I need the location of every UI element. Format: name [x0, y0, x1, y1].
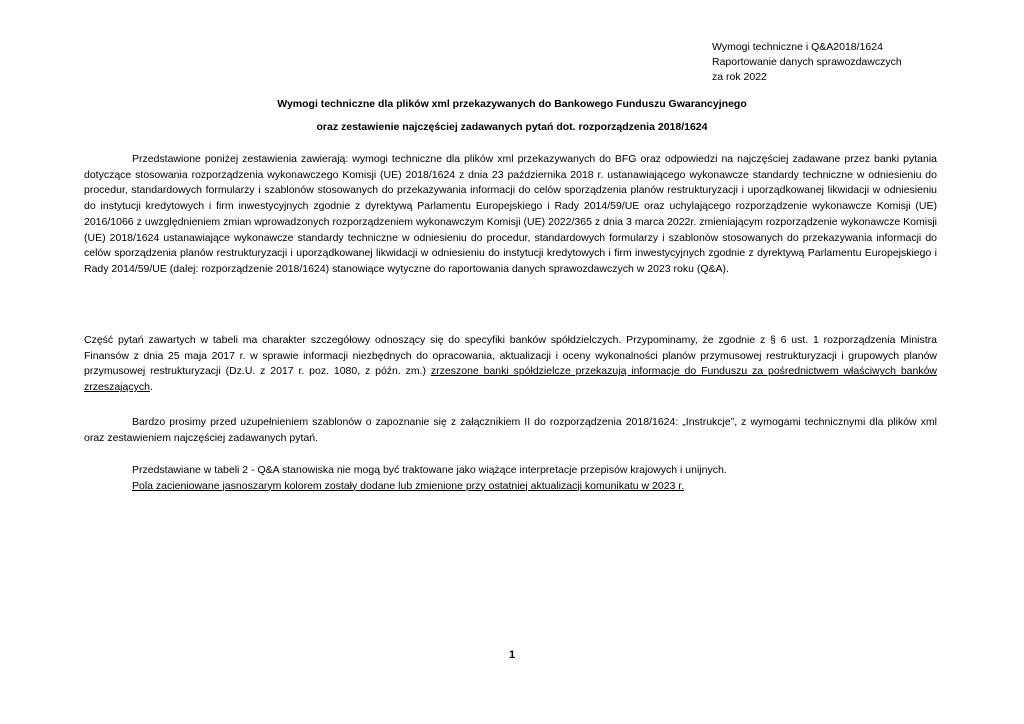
document-header [712, 40, 992, 85]
paragraph-instructions [84, 415, 937, 446]
page-number: 1 [508, 649, 516, 661]
paragraph-intro [84, 152, 937, 278]
disclaimer-line-1-text: Przedstawiane w tabeli 2 - Q&A stanowiska nie mogą być traktowane jako wiążące interpretacje przepisów krajowych i unijnych. [132, 464, 727, 476]
paragraph-cooperative-banks-underlined: zrzeszone banki spółdzielcze przekazują informacje do Funduszu za pośrednictwem właściwych banków zrzeszających [84, 365, 938, 394]
document-title-line-2: oraz zestawienie najczęściej zadawanych pytań dot. rozporządzenia 2018/1624 [316, 121, 708, 133]
paragraph-disclaimer [84, 463, 937, 494]
document-title-line-1: Wymogi techniczne dla plików xml przekazywanych do Bankowego Funduszu Gwarancyjnego [277, 98, 747, 110]
header-line-2: Raportowanie danych sprawozdawczych [712, 56, 902, 68]
disclaimer-line-1 [84, 463, 937, 479]
header-line-1: Wymogi techniczne i Q&A2018/1624 [712, 41, 883, 53]
paragraph-intro-text: Przedstawione poniżej zestawienia zawierają: wymogi techniczne dla plików xml przekazywanych do BFG oraz odpowiedzi na najczęściej zadawane przez banki pytania dotyczące stosowania rozporządzenia wykonawczego Komisji (UE) 2018/1624 z dnia 23 października 2018 r. ustanawiającego wykonawcze standardy techniczne w odniesieniu do procedur, standardowych formularzy i szablonów stosowanych do przekazywania informacji do celów sporządzenia planów restrukturyzacji i uporządkowanej likwidacji w odniesieniu do instytucji kredytowych i firm inwestycyjnych zgodnie z dyrektywą Parlamentu Europejskiego i Rady 2014/59/UE oraz uchylającego rozporządzenie wykonawcze Komisji (UE) 2016/1066 z uwzględnieniem zmian wprowadzonych rozporządzeniem wykonawczym Komisji (UE) 2022/365 z dnia 3 marca 2022r. zmieniającym rozporządzenie wykonawcze Komisji (UE) 2018/1624 ustanawiające wykonawcze standardy techniczne w odniesieniu do procedur, standardowych formularzy i szablonów stosowanych do przekazywania informacji do celów sporządzenia planów restrukturyzacji i uporządkowanej likwidacji w odniesieniu do instytucji kredytowych i firm inwestycyjnych zgodnie z dyrektywą Parlamentu Europejskiego i Rady 2014/59/UE (dalej: rozporządzenie 2018/1624) stanowiące wytyczne do raportowania danych sprawozdawczych w 2023 roku (Q&A). [84, 153, 937, 275]
header-line-3: za rok 2022 [712, 71, 767, 83]
paragraph-instructions-text: Bardzo prosimy przed uzupełnieniem szablonów o zapoznanie się z załącznikiem II do rozporządzenia 2018/1624: „Instrukcje”, z wymogami technicznymi dla plików xml oraz zestawieniem najczęściej zadawanych pytań. [84, 416, 937, 444]
paragraph-cooperative-banks [84, 333, 937, 396]
disclaimer-line-2-text: Pola zacieniowane jasnoszarym kolorem zostały dodane lub zmienione przy ostatniej aktualizacji komunikatu w 2023 r. [132, 479, 685, 492]
paragraph-cooperative-banks-end: . [149, 381, 153, 394]
disclaimer-line-2 [84, 479, 937, 495]
paragraph-cooperative-banks-text: Część pytań zawartych w tabeli ma charakter szczegółowy odnoszący się do specyfiki banków spółdzielczych. Przypominamy, że zgodnie z § 6 ust. 1 rozporządzenia Ministra Finansów z dnia 25 maja 2017 r. w sprawie informacji niezbędnych do opracowania, aktualizacji i oceny wykonalności planów przymusowej restrukturyzacji i grupowych planów przymusowej restrukturyzacji (Dz.U. z 2017 r. poz. 1080, z późn. zm.) [84, 334, 937, 378]
